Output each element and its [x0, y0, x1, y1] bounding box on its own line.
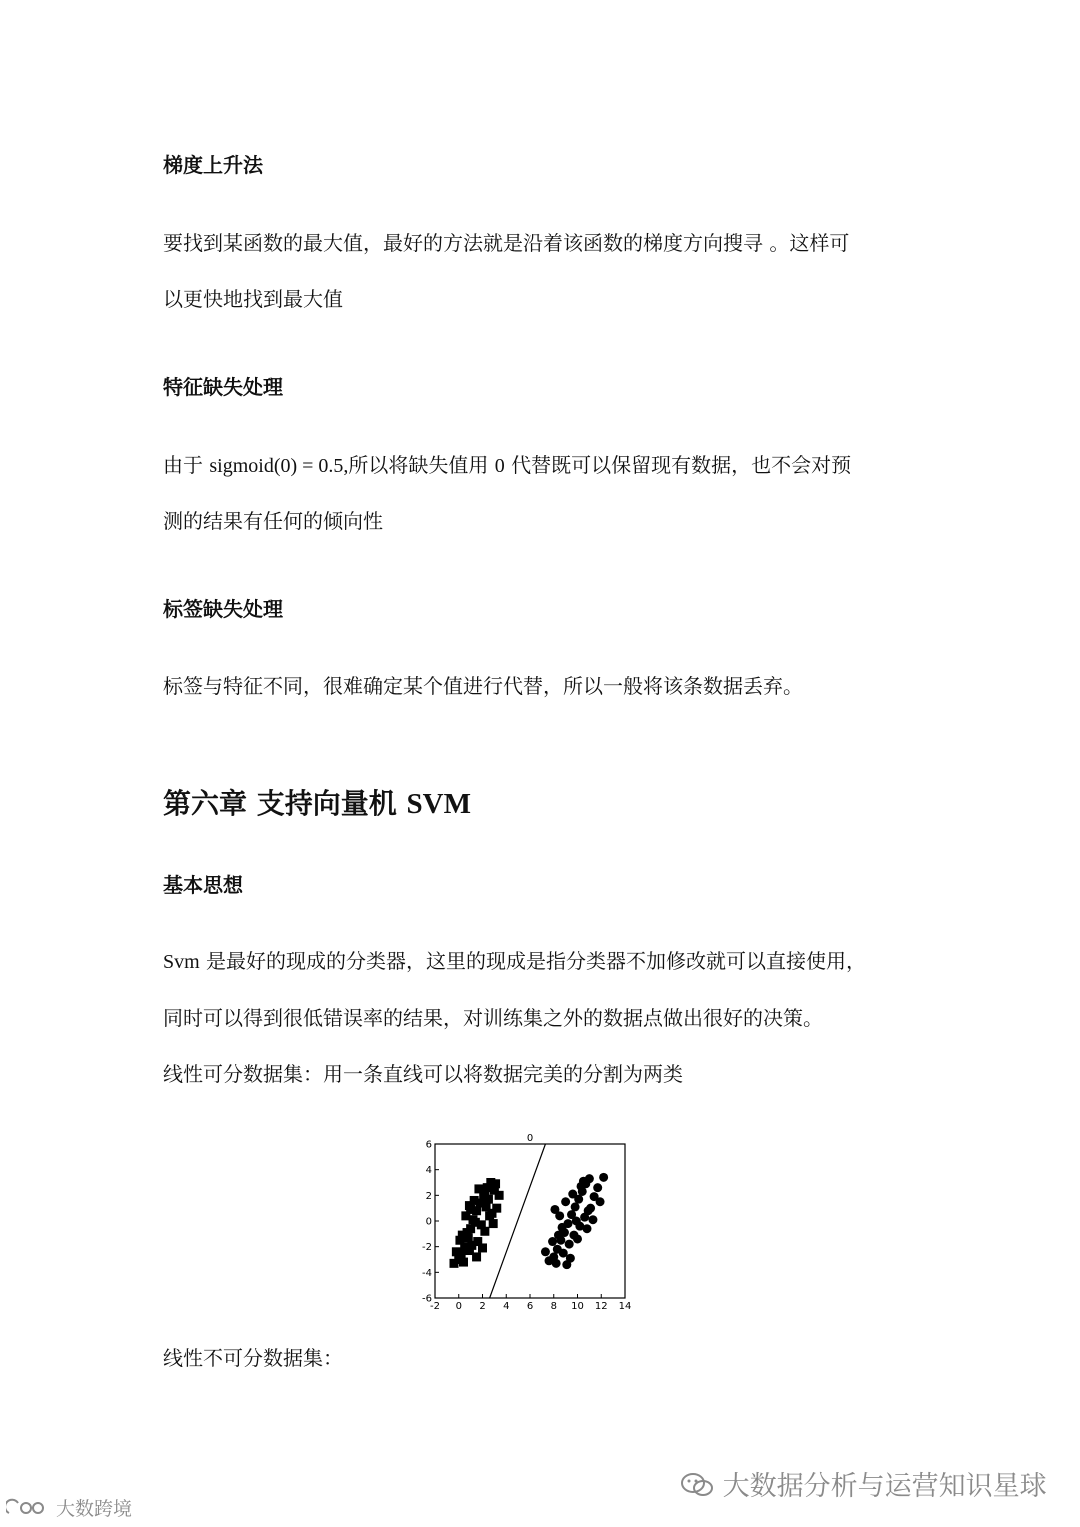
wechat-icon — [680, 1471, 714, 1499]
paragraph-line: 线性不可分数据集： — [163, 1346, 343, 1370]
data-point-square — [472, 1252, 481, 1261]
watermark-channel: 大数据分析与运营知识星球 — [680, 1464, 1047, 1503]
y-tick-label: -2 — [422, 1242, 432, 1254]
data-point-square — [478, 1243, 487, 1252]
y-tick-label: 4 — [425, 1165, 432, 1177]
data-point-circle — [565, 1240, 574, 1249]
data-point-square — [467, 1241, 476, 1250]
x-tick-label: 10 — [571, 1301, 584, 1312]
data-point-square — [458, 1231, 467, 1240]
section-heading-gradient-ascent: 梯度上升法 — [163, 153, 263, 177]
paragraph-line: Svm 是最好的现成的分类器，这里的现成是指分类器不加修改就可以直接使用， — [163, 949, 867, 973]
paragraph-line: 以更快地找到最大值 — [163, 287, 343, 311]
section-heading-basic-idea: 基本思想 — [163, 873, 243, 897]
data-point-circle — [584, 1206, 593, 1215]
data-point-square — [452, 1247, 461, 1256]
data-point-circle — [572, 1217, 581, 1226]
data-point-square — [489, 1219, 498, 1228]
data-point-circle — [552, 1259, 561, 1268]
data-point-circle — [568, 1190, 577, 1199]
paragraph-line: 线性可分数据集：用一条直线可以将数据完美的分割为两类 — [163, 1062, 683, 1086]
data-point-square — [465, 1201, 474, 1210]
x-tick-label: 12 — [594, 1301, 608, 1312]
logo-icon — [6, 1498, 50, 1518]
data-point-circle — [579, 1177, 588, 1186]
x-tick-label: -2 — [430, 1301, 440, 1312]
data-point-square — [471, 1218, 480, 1227]
y-tick-label: 0 — [425, 1216, 432, 1228]
data-point-square — [450, 1259, 459, 1268]
data-point-square — [495, 1191, 504, 1200]
data-point-circle — [599, 1173, 608, 1182]
data-point-circle — [583, 1224, 592, 1233]
data-point-square — [480, 1187, 489, 1196]
data-point-circle — [571, 1202, 580, 1211]
x-tick-label: 6 — [526, 1301, 534, 1312]
data-point-circle — [593, 1183, 602, 1192]
watermark-logo: 大数跨境 — [6, 1494, 132, 1521]
paragraph-line: 由于 sigmoid(0) = 0.5,所以将缺失值用 0 代替既可以保留现有数据，也不会对预 — [163, 453, 852, 477]
formula-text: sigmoid(0) = 0.5, — [209, 455, 349, 477]
data-point-circle — [596, 1197, 605, 1206]
data-point-circle — [573, 1234, 582, 1243]
paragraph-line: 标签与特征不同，很难确定某个值进行代替，所以一般将该条数据丢弃。 — [163, 674, 803, 698]
data-point-circle — [561, 1197, 570, 1206]
x-tick-label: 4 — [503, 1301, 510, 1312]
y-tick-label: -4 — [422, 1267, 432, 1279]
x-tick-label: 8 — [550, 1301, 557, 1312]
section-heading-label-missing: 标签缺失处理 — [163, 597, 283, 621]
data-point-square — [491, 1179, 500, 1188]
paragraph-line: 要找到某函数的最大值，最好的方法就是沿着该函数的梯度方向搜寻 。这样可 — [163, 231, 850, 255]
data-point-square — [459, 1258, 468, 1267]
paragraph-line: 测的结果有任何的倾向性 — [163, 509, 383, 533]
data-point-circle — [588, 1215, 597, 1224]
paragraph-line: 同时可以得到很低错误率的结果，对训练集之外的数据点做出很好的决策。 — [163, 1006, 823, 1030]
number-text: 0 — [494, 455, 505, 477]
data-point-square — [484, 1195, 493, 1204]
separator-line — [490, 1144, 546, 1298]
chapter-title: 第六章 支持向量机 SVM — [163, 787, 471, 820]
y-tick-label: -6 — [422, 1293, 432, 1305]
x-tick-label: 0 — [455, 1301, 462, 1312]
y-tick-label: 6 — [425, 1139, 432, 1151]
x-tick-label: 2 — [479, 1301, 486, 1312]
data-point-circle — [550, 1205, 559, 1214]
section-heading-feature-missing: 特征缺失处理 — [163, 375, 283, 399]
data-point-circle — [562, 1260, 571, 1269]
data-point-circle — [541, 1247, 550, 1256]
data-point-square — [488, 1209, 497, 1218]
linear-separable-scatter-chart — [415, 1130, 635, 1312]
x-tick-label: 14 — [618, 1301, 632, 1312]
data-point-circle — [554, 1231, 563, 1240]
chart-title: 0 — [526, 1133, 534, 1144]
y-tick-label: 2 — [425, 1190, 432, 1202]
data-point-circle — [558, 1223, 567, 1232]
